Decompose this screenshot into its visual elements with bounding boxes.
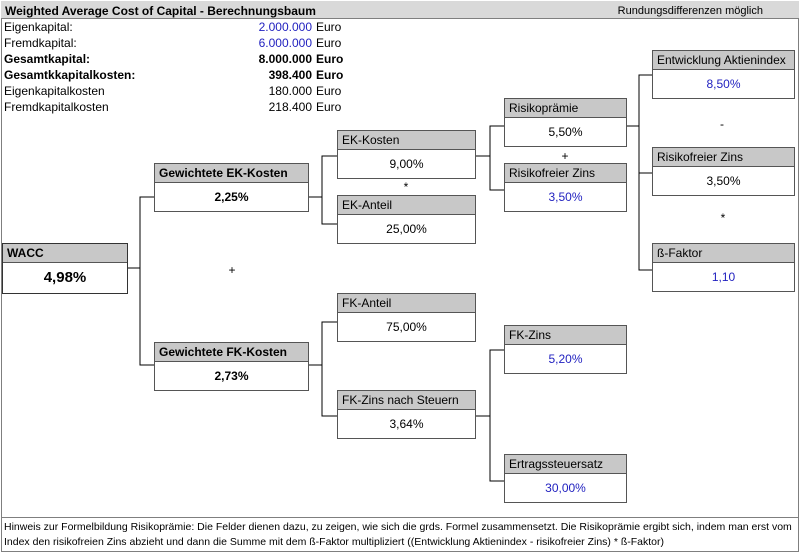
gewichtete-fk-kosten-value: 2,73%: [214, 369, 249, 383]
fk-zins-input[interactable]: 5,20%: [548, 352, 583, 366]
node-fk-zins-nach-steuern: [337, 390, 476, 439]
eigenkapital-input[interactable]: 2.000.000: [258, 20, 312, 34]
node-label: FK-Anteil: [338, 294, 475, 313]
node-fk-zins: [504, 325, 627, 374]
node-ek-kosten: [337, 130, 476, 179]
node-label: WACC: [3, 244, 127, 263]
node-label: Risikofreier Zins: [653, 148, 794, 167]
aktienindex-input[interactable]: 8,50%: [706, 77, 741, 91]
fremdkapitalkosten-value: 218.400: [268, 100, 312, 114]
page-title: Weighted Average Cost of Capital - Berechnungsbaum: [5, 4, 316, 18]
ek-kosten-value: 9,00%: [389, 157, 424, 171]
rounding-note: Rundungsdifferenzen möglich: [617, 5, 763, 17]
fk-zins-nach-steuern-value: 3,64%: [389, 417, 424, 431]
summary-unit: Euro: [316, 36, 342, 50]
operator-plus: +: [561, 149, 569, 163]
summary-label: Gesamtkkapitalkosten:: [4, 68, 136, 82]
node-label: EK-Anteil: [338, 196, 475, 215]
ek-anteil-value: 25,00%: [386, 222, 427, 236]
node-beta-faktor: [652, 243, 795, 292]
node-ertragssteuersatz: [504, 454, 627, 503]
wacc-value: 4,98%: [43, 269, 87, 286]
summary-label: Gesamtkapital:: [4, 52, 91, 66]
risikofreier-zins-2-value: 3,50%: [706, 174, 741, 188]
fremdkapital-input[interactable]: 6.000.000: [258, 36, 312, 50]
node-label: FK-Zins: [505, 326, 626, 345]
node-entwicklung-aktienindex: [652, 50, 795, 99]
node-fk-anteil: [337, 293, 476, 342]
node-gewichtete-fk-kosten: [154, 342, 309, 391]
eigenkapitalkosten-value: 180.000: [268, 84, 312, 98]
summary-unit: Euro: [316, 20, 342, 34]
node-ek-anteil: [337, 195, 476, 244]
risikofreier-zins-input[interactable]: 3,50%: [548, 190, 583, 204]
node-label: ß-Faktor: [653, 244, 794, 263]
node-label: Gewichtete FK-Kosten: [155, 343, 308, 362]
summary-label: Fremdkapitalkosten: [4, 100, 109, 114]
summary-label: Eigenkapital:: [4, 20, 73, 34]
node-label: Gewichtete EK-Kosten: [155, 164, 308, 183]
gesamtkapitalkosten-value: 398.400: [268, 68, 312, 82]
node-label: Ertragssteuersatz: [505, 455, 626, 474]
summary-unit: Euro: [316, 68, 344, 82]
gesamtkapital-value: 8.000.000: [258, 52, 312, 66]
summary-unit: Euro: [316, 100, 342, 114]
gewichtete-ek-kosten-value: 2,25%: [214, 190, 249, 204]
node-label: EK-Kosten: [338, 131, 475, 150]
node-gewichtete-ek-kosten: [154, 163, 309, 212]
node-label: FK-Zins nach Steuern: [338, 391, 475, 410]
summary-unit: Euro: [316, 84, 342, 98]
footer-note: Hinweis zur Formelbildung Risikoprämie: Die Felder dienen dazu, zu zeigen, wie sich die grds. Formel zusammensetzt. Die Risikoprämie ergibt sich, indem man erst vom Index den risikofreien Zins abzieht und dann die Summe mit dem ß-Faktor multipliziert ((Entwicklung Aktienindex - risikofreier Zins) * ß-Faktor): [1, 517, 799, 552]
operator-minus: -: [720, 117, 724, 131]
summary-unit: Euro: [316, 52, 344, 66]
ertragssteuersatz-input[interactable]: 30,00%: [545, 481, 586, 495]
fk-anteil-value: 75,00%: [386, 320, 427, 334]
summary-label: Fremdkapital:: [4, 36, 77, 50]
node-risikopraemie: [504, 98, 627, 147]
beta-faktor-input[interactable]: 1,10: [711, 270, 736, 284]
operator-plus: +: [228, 263, 236, 277]
node-risikofreier-zins-2: [652, 147, 795, 196]
node-label: Entwicklung Aktienindex: [653, 51, 794, 70]
node-label: Risikoprämie: [505, 99, 626, 118]
node-label: Risikofreier Zins: [505, 164, 626, 183]
operator-times: *: [403, 180, 409, 194]
summary-label: Eigenkapitalkosten: [4, 84, 105, 98]
operator-times: *: [720, 211, 726, 225]
risikopraemie-value: 5,50%: [548, 125, 583, 139]
node-wacc: [2, 243, 128, 294]
node-risikofreier-zins: [504, 163, 627, 212]
